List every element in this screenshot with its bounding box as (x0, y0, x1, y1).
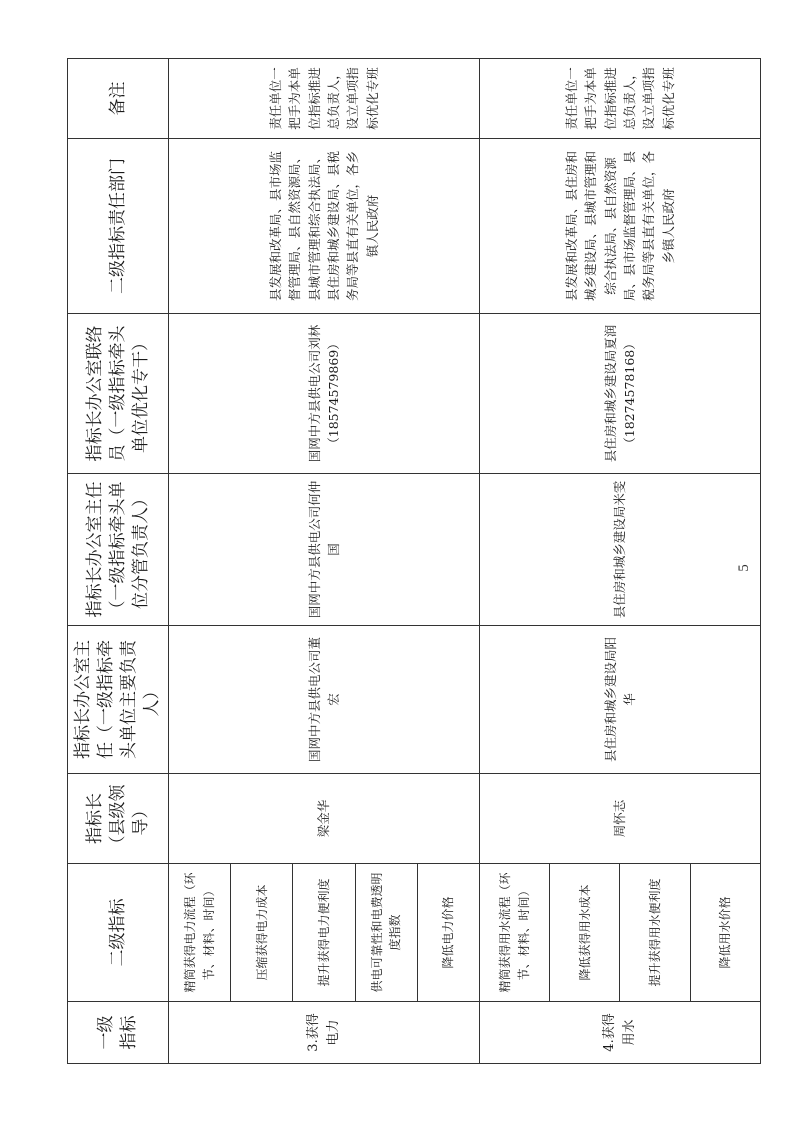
header-liaison: 指标长办公室联络员（一级指标牵头单位优化专干） (68, 314, 169, 474)
level2-item: 降低获得用水成本 (550, 864, 620, 1002)
indicator-table (67, 58, 761, 1064)
header-responsible: 二级指标责任部门 (68, 139, 169, 314)
director-cell: 国网中方县供电公司董宏 (169, 626, 480, 774)
remarks-cell: 责任单位一把手为本单位指标推进总负责人，设立单项指标优化专班 (169, 59, 480, 139)
rotated-table-wrapper (67, 59, 761, 1064)
director-cell: 县住房和城乡建设局阳华 (480, 626, 761, 774)
header-level2: 二级指标 (68, 864, 169, 1002)
level2-item: 精简获得用水流程（环节、材料、时间） (480, 864, 550, 1002)
level2-item: 供电可靠性和电费透明度指数 (355, 864, 417, 1002)
responsible-cell: 县发展和改革局、县住房和城乡建设局、县城市管理和综合执法局、县自然资源局、县市场监督管理局、县税务局等县直有关单位，各乡镇人民政府 (480, 139, 761, 314)
level2-item: 压缩获得电力成本 (231, 864, 293, 1002)
deputy-cell: 县住房和城乡建设局米雯 (480, 474, 761, 626)
liaison-cell: 国网中方县供电公司刘林（18574579869） (169, 314, 480, 474)
deputy-cell: 国网中方县供电公司何仲国 (169, 474, 480, 626)
header-leader: 指标长（县级领导） (68, 774, 169, 864)
leader-cell: 梁金华 (169, 774, 480, 864)
level2-item: 提升获得电力便利度 (293, 864, 355, 1002)
table-row (169, 59, 231, 1064)
level2-item: 降低用水价格 (690, 864, 760, 1002)
header-level1: 一级指标 (68, 1002, 169, 1064)
level2-item: 降低电力价格 (417, 864, 479, 1002)
header-remarks: 备注 (68, 59, 169, 139)
level2-item: 提升获得用水便利度 (620, 864, 690, 1002)
header-deputy: 指标长办公室主任（一级指标牵头单位分管负责人） (68, 474, 169, 626)
responsible-cell: 县发展和改革局、县市场监督管理局、县自然资源局、县城市管理和综合执法局、县住房和城乡建设局、县税务局等县直有关单位，各乡镇人民政府 (169, 139, 480, 314)
leader-cell: 周怀志 (480, 774, 761, 864)
liaison-cell: 县住房和城乡建设局夏润（18274578168） (480, 314, 761, 474)
header-director: 指标长办公室主任（一级指标牵头单位主要负责人） (68, 626, 169, 774)
level1-water: 4.获得用水 (480, 1002, 761, 1064)
level1-electricity: 3.获得电力 (169, 1002, 480, 1064)
table-row (480, 59, 550, 1064)
page-number: 5 (736, 564, 752, 572)
header-row (68, 59, 169, 1064)
remarks-cell: 责任单位一把手为本单位指标推进总负责人，设立单项指标优化专班 (480, 59, 761, 139)
level2-item: 精简获得电力流程（环节、材料、时间） (169, 864, 231, 1002)
